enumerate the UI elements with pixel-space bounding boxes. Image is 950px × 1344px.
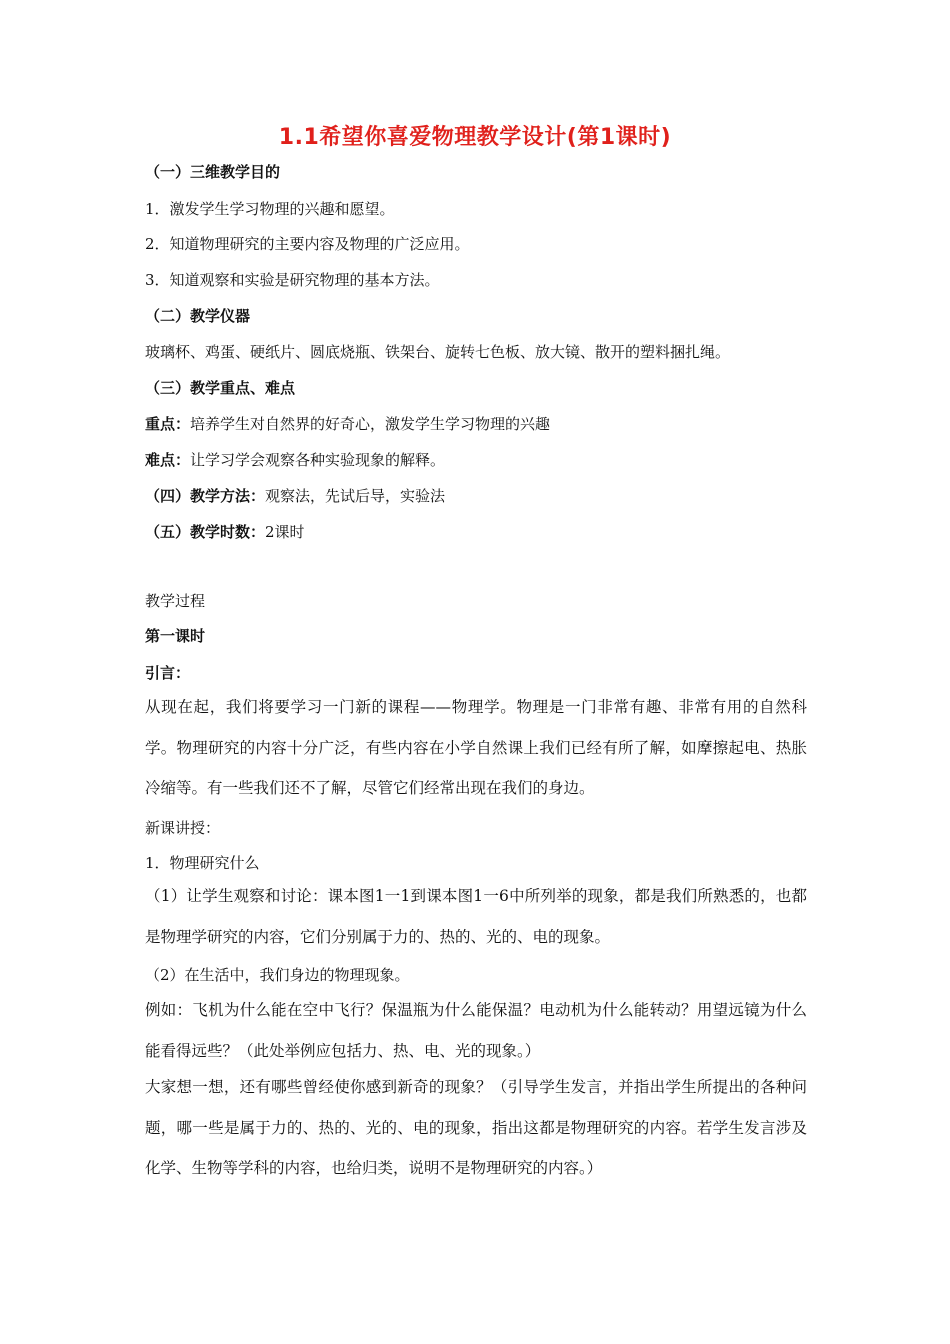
paragraph-4: 大家想一想，还有哪些曾经使你感到新奇的现象？（引导学生发言，并指出学生所提出的各种问题，哪一些是属于力的、热的、光的、电的现象，指出这都是物理研究的内容。若学生发言涉及化学、生物等学科的内容，也给归类，说明不是物理研究的内容。） xyxy=(145,1078,807,1177)
new-lesson-label: 新课讲授： xyxy=(145,819,221,837)
process-heading: 教学过程 xyxy=(145,592,206,610)
objective-item-3: 3．知道观察和实验是研究物理的基本方法。 xyxy=(145,271,440,289)
section-1-heading: 1．物理研究什么 xyxy=(145,854,260,872)
lesson-heading: 第一课时 xyxy=(145,627,206,645)
difficulty-text: 让学习学会观察各种实验现象的解释。 xyxy=(190,451,446,469)
paragraph-1: （1）让学生观察和讨论：课本图1一1到课本图1一6中所列举的现象，都是我们所熟悉的，也都是物理学研究的内容，它们分别属于力的、热的、光的、电的现象。 xyxy=(145,887,807,946)
focus-line xyxy=(145,417,550,432)
method-text: 观察法，先试后导，实验法 xyxy=(265,487,446,505)
hours-line xyxy=(145,525,305,540)
focus-label: 重点： xyxy=(145,415,191,433)
objective-item-1: 1．激发学生学习物理的兴趣和愿望。 xyxy=(145,200,395,218)
instruments-heading: （二）教学仪器 xyxy=(145,307,251,325)
difficulty-label: 难点： xyxy=(145,451,191,469)
difficulty-line xyxy=(145,453,445,468)
objectives-heading: （一）三维教学目的 xyxy=(145,163,281,181)
objective-item-2: 2．知道物理研究的主要内容及物理的广泛应用。 xyxy=(145,235,470,253)
paragraph-3: 例如：飞机为什么能在空中飞行？保温瓶为什么能保温？电动机为什么能转动？用望远镜为什么能看得远些？（此处举例应包括力、热、电、光的现象。） xyxy=(145,1001,807,1060)
paragraph-2: （2）在生活中，我们身边的物理现象。 xyxy=(145,966,410,984)
key-points-heading: （三）教学重点、难点 xyxy=(145,379,296,397)
intro-label: 引言： xyxy=(145,664,191,682)
instruments-text: 玻璃杯、鸡蛋、硬纸片、圆底烧瓶、铁架台、旋转七色板、放大镜、散开的塑料捆扎绳。 xyxy=(145,343,731,361)
document-title: 1.1希望你喜爱物理教学设计(第1课时) xyxy=(278,125,672,150)
method-line xyxy=(145,489,445,504)
hours-label: （五）教学时数： xyxy=(145,523,266,541)
hours-text: 2课时 xyxy=(265,523,305,541)
focus-text: 培养学生对自然界的好奇心，激发学生学习物理的兴趣 xyxy=(190,415,551,433)
method-label: （四）教学方法： xyxy=(145,487,266,505)
intro-paragraph: 从现在起，我们将要学习一门新的课程——物理学。物理是一门非常有趣、非常有用的自然科学。物理研究的内容十分广泛，有些内容在小学自然课上我们已经有所了解，如摩擦起电、热胀冷缩等。有一些我们还不了解，尽管它们经常出现在我们的身边。 xyxy=(145,698,807,797)
